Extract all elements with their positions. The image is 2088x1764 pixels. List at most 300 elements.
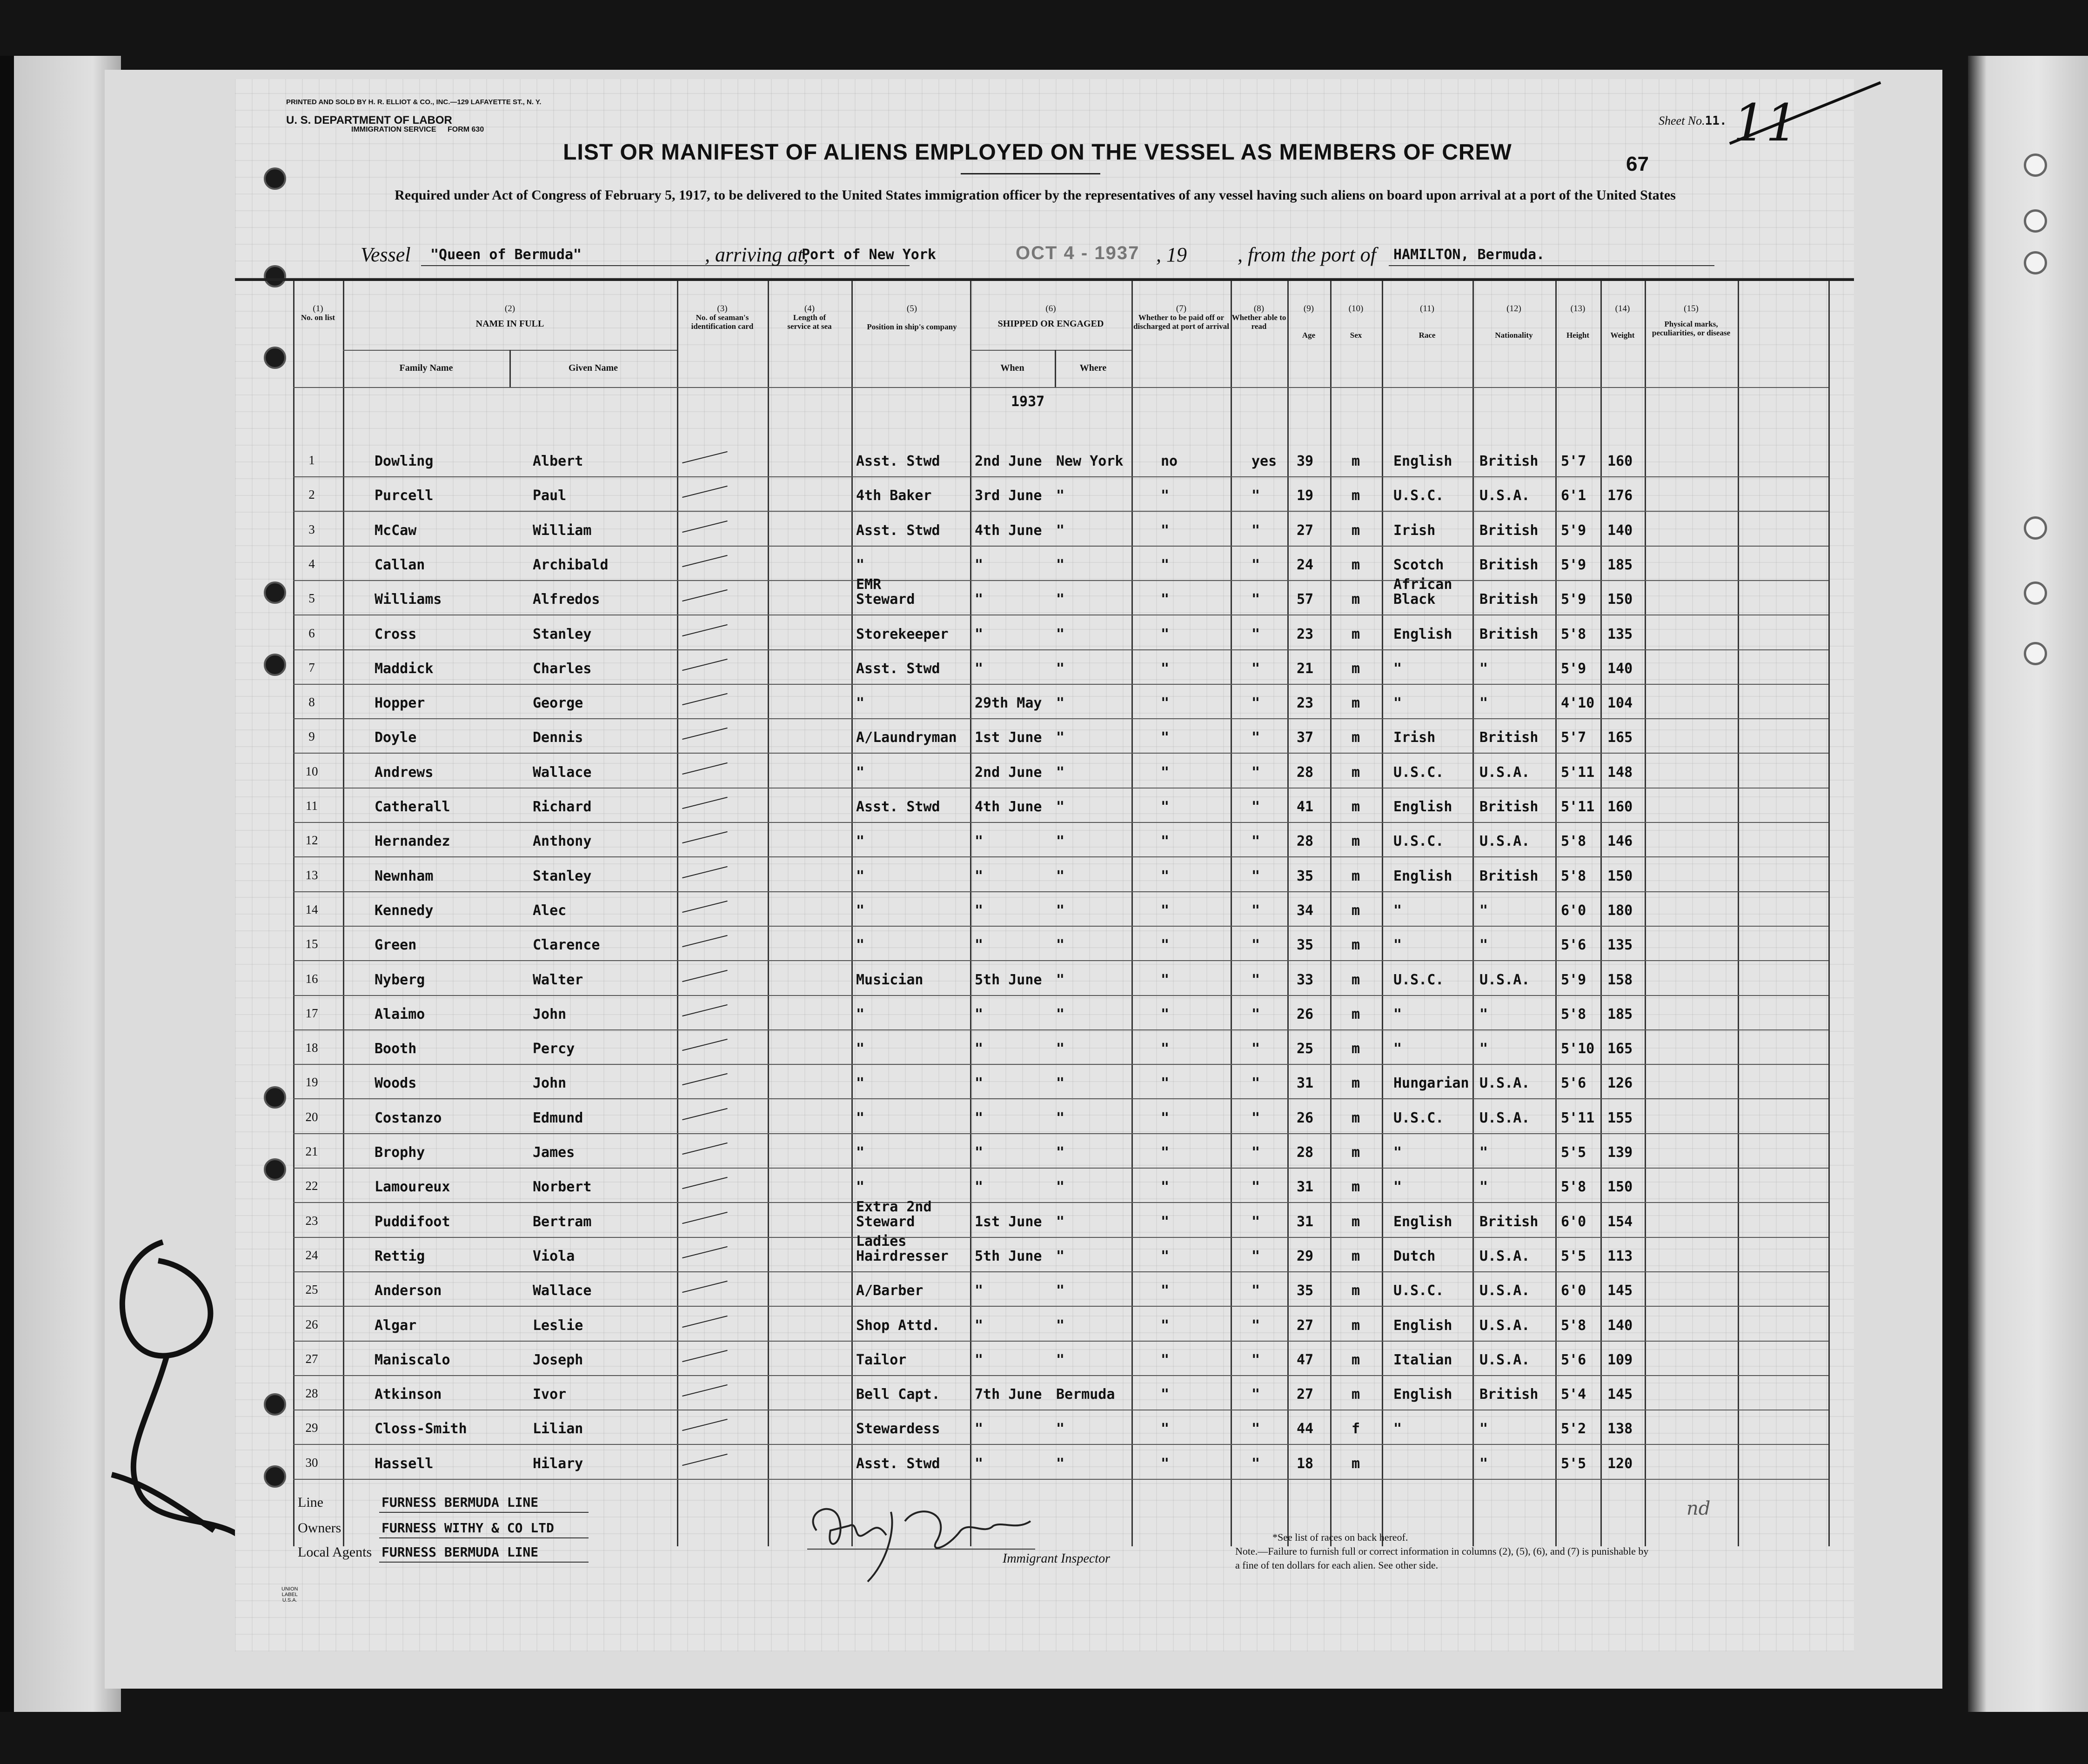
cell-read: " bbox=[1251, 556, 1260, 573]
cell-age: 23 bbox=[1297, 626, 1314, 642]
cell-read: " bbox=[1251, 764, 1260, 781]
year-entry: 1937 bbox=[1011, 394, 1045, 410]
cell-given: James bbox=[533, 1144, 575, 1161]
cell-no: 3 bbox=[308, 522, 315, 536]
cell-weight: 165 bbox=[1607, 1041, 1633, 1057]
cell-age: 18 bbox=[1297, 1455, 1314, 1472]
cell-when: 5th June bbox=[975, 1248, 1042, 1264]
cell-weight: 146 bbox=[1607, 833, 1633, 850]
cell-paid: " bbox=[1161, 1386, 1170, 1403]
cell-race: " bbox=[1393, 1421, 1402, 1437]
cell-when: " bbox=[975, 1455, 984, 1472]
cell-where: " bbox=[1056, 660, 1065, 677]
cell-given: Lilian bbox=[533, 1421, 583, 1437]
arriving-label: , arriving at, bbox=[705, 243, 809, 266]
table-row bbox=[235, 477, 1854, 512]
col-number: (6) bbox=[1045, 304, 1056, 314]
cell-nationality: " bbox=[1479, 1455, 1488, 1472]
cell-race: English bbox=[1393, 453, 1452, 469]
table-row bbox=[235, 788, 1854, 823]
cell-family: Andrews bbox=[375, 764, 434, 781]
table-row bbox=[235, 1030, 1854, 1065]
vessel-label: Vessel bbox=[361, 243, 411, 266]
cell-no: 27 bbox=[305, 1351, 318, 1366]
cell-read: " bbox=[1251, 1351, 1260, 1368]
col-label: Weight bbox=[1610, 331, 1635, 340]
table-row bbox=[235, 754, 1854, 788]
cell-age: 27 bbox=[1297, 1317, 1314, 1334]
cell-weight: 135 bbox=[1607, 937, 1633, 954]
cell-age: 27 bbox=[1297, 1386, 1314, 1403]
cell-age: 23 bbox=[1297, 695, 1314, 712]
cell-race: U.S.C. bbox=[1393, 833, 1444, 850]
cell-age: 35 bbox=[1297, 1283, 1314, 1299]
cell-read: " bbox=[1251, 626, 1260, 642]
cell-no: 21 bbox=[305, 1144, 318, 1158]
header-col2 bbox=[343, 304, 677, 328]
cell-position: " bbox=[856, 1006, 865, 1022]
card-mark bbox=[682, 1143, 728, 1155]
cell-paid: no bbox=[1161, 453, 1178, 469]
cell-nationality: " bbox=[1479, 1006, 1488, 1022]
cell-height: 5'5 bbox=[1561, 1248, 1586, 1264]
table-row bbox=[235, 892, 1854, 927]
binder-hole bbox=[2024, 516, 2047, 540]
cell-where: " bbox=[1056, 695, 1065, 712]
cell-given: Stanley bbox=[533, 626, 592, 642]
card-mark bbox=[682, 1073, 728, 1085]
cell-given: Walter bbox=[533, 971, 583, 988]
cell-nationality: U.S.A. bbox=[1479, 488, 1530, 504]
footer-note bbox=[1235, 1530, 1654, 1572]
title-rule bbox=[961, 173, 1100, 174]
header-when: When bbox=[1000, 363, 1024, 373]
vessel-rule bbox=[421, 265, 910, 266]
cell-nationality: " bbox=[1479, 937, 1488, 954]
cell-read: " bbox=[1251, 695, 1260, 712]
cell-given: Joseph bbox=[533, 1351, 583, 1368]
cell-given: Percy bbox=[533, 1041, 575, 1057]
col-number: (10) bbox=[1348, 304, 1364, 314]
cell-sex: m bbox=[1352, 1144, 1360, 1161]
cell-where: " bbox=[1056, 1213, 1065, 1230]
line-label: Line bbox=[298, 1495, 323, 1510]
card-mark bbox=[682, 555, 728, 567]
cell-given: Charles bbox=[533, 660, 592, 677]
table-row bbox=[235, 650, 1854, 685]
cell-age: 25 bbox=[1297, 1041, 1314, 1057]
cell-read: " bbox=[1251, 902, 1260, 919]
cell-position: " bbox=[856, 764, 865, 781]
line-rule bbox=[379, 1512, 589, 1513]
header-col10 bbox=[1330, 304, 1382, 340]
card-mark bbox=[682, 1454, 728, 1466]
cell-height: 5'6 bbox=[1561, 937, 1586, 954]
cell-sex: m bbox=[1352, 1006, 1360, 1022]
cell-weight: 140 bbox=[1607, 660, 1633, 677]
cell-paid: " bbox=[1161, 1248, 1170, 1264]
header-col14 bbox=[1600, 304, 1645, 340]
cell-no: 9 bbox=[308, 729, 315, 744]
col-label: SHIPPED OR ENGAGED bbox=[997, 319, 1104, 329]
cell-paid: " bbox=[1161, 695, 1170, 712]
cell-family: Costanzo bbox=[375, 1109, 442, 1126]
cell-age: 39 bbox=[1297, 453, 1314, 469]
cell-read: " bbox=[1251, 1455, 1260, 1472]
cell-given: William bbox=[533, 522, 592, 539]
cell-race: English bbox=[1393, 626, 1452, 642]
cell-no: 20 bbox=[305, 1109, 318, 1124]
cell-sex: m bbox=[1352, 1317, 1360, 1334]
cell-age: 28 bbox=[1297, 1144, 1314, 1161]
cell-race: " bbox=[1393, 902, 1402, 919]
header-rule bbox=[293, 387, 1828, 388]
cell-when: " bbox=[975, 902, 984, 919]
cell-no: 16 bbox=[305, 971, 318, 986]
cell-sex: m bbox=[1352, 833, 1360, 850]
cell-weight: 180 bbox=[1607, 902, 1633, 919]
cell-when: " bbox=[975, 868, 984, 884]
col-label: Whether to be paid off or discharged at port of arrival bbox=[1133, 313, 1229, 331]
cell-height: 5'8 bbox=[1561, 1006, 1586, 1022]
cell-when: 5th June bbox=[975, 971, 1042, 988]
header-col9 bbox=[1287, 304, 1330, 340]
sheet-value: 11. bbox=[1705, 114, 1727, 128]
cell-paid: " bbox=[1161, 833, 1170, 850]
cell-weight: 140 bbox=[1607, 1317, 1633, 1334]
cell-when: " bbox=[975, 1075, 984, 1092]
cell-no: 17 bbox=[305, 1006, 318, 1020]
cell-sex: m bbox=[1352, 1455, 1360, 1472]
cell-when: 4th June bbox=[975, 799, 1042, 815]
col-label: Whether able to read bbox=[1231, 313, 1286, 331]
cell-position: Musician bbox=[856, 971, 924, 988]
cell-position: Stewardess bbox=[856, 1421, 940, 1437]
table-row bbox=[235, 547, 1854, 581]
col-number: (12) bbox=[1506, 304, 1521, 314]
cell-weight: 155 bbox=[1607, 1109, 1633, 1126]
cell-sex: m bbox=[1352, 764, 1360, 781]
card-mark bbox=[682, 1177, 728, 1189]
binder-hole bbox=[2024, 209, 2047, 233]
card-mark bbox=[682, 1004, 728, 1016]
cell-family: Purcell bbox=[375, 488, 434, 504]
cell-weight: 145 bbox=[1607, 1283, 1633, 1299]
card-mark bbox=[682, 1281, 728, 1293]
cell-where: " bbox=[1056, 1248, 1065, 1264]
cell-age: 26 bbox=[1297, 1109, 1314, 1126]
table-row bbox=[235, 576, 1854, 615]
form-number: FORM 630 bbox=[447, 126, 484, 134]
cell-read: " bbox=[1251, 1006, 1260, 1022]
cell-when: " bbox=[975, 937, 984, 954]
cell-height: 5'7 bbox=[1561, 729, 1586, 746]
cell-sex: m bbox=[1352, 556, 1360, 573]
col-number: (4) bbox=[804, 304, 815, 314]
cell-weight: 176 bbox=[1607, 488, 1633, 504]
cell-paid: " bbox=[1161, 1144, 1170, 1161]
cell-sex: m bbox=[1352, 729, 1360, 746]
cell-position: " bbox=[856, 868, 865, 884]
cell-weight: 135 bbox=[1607, 626, 1633, 642]
cell-position: Asst. Stwd bbox=[856, 1455, 940, 1472]
cell-sex: m bbox=[1352, 1075, 1360, 1092]
cell-sex: f bbox=[1352, 1421, 1360, 1437]
owners-rule bbox=[379, 1537, 589, 1538]
cell-age: 57 bbox=[1297, 591, 1314, 608]
col-label: Physical marks, peculiarities, or disease bbox=[1652, 320, 1731, 337]
col-label: Age bbox=[1302, 331, 1316, 340]
vessel-name: "Queen of Bermuda" bbox=[430, 247, 582, 263]
cell-sex: m bbox=[1352, 937, 1360, 954]
cell-given: Edmund bbox=[533, 1109, 583, 1126]
cell-weight: 185 bbox=[1607, 556, 1633, 573]
cell-nationality: British bbox=[1479, 868, 1539, 884]
cell-no: 24 bbox=[305, 1248, 318, 1262]
cell-age: 31 bbox=[1297, 1179, 1314, 1196]
cell-race: " bbox=[1393, 937, 1402, 954]
line-value: FURNESS BERMUDA LINE bbox=[381, 1495, 539, 1510]
col-number: (9) bbox=[1303, 304, 1314, 314]
cell-where: " bbox=[1056, 1041, 1065, 1057]
cell-height: 5'9 bbox=[1561, 591, 1586, 608]
cell-height: 5'6 bbox=[1561, 1075, 1586, 1092]
cell-height: 5'8 bbox=[1561, 1317, 1586, 1334]
col-number: (7) bbox=[1176, 304, 1187, 314]
cell-no: 10 bbox=[305, 764, 318, 778]
agents-label: Local Agents bbox=[298, 1544, 372, 1560]
table-row bbox=[235, 512, 1854, 547]
cell-when: " bbox=[975, 1317, 984, 1334]
date-stamp: OCT 4 - 1937 bbox=[1016, 243, 1140, 263]
cell-sex: m bbox=[1352, 591, 1360, 608]
cell-height: 6'0 bbox=[1561, 1213, 1586, 1230]
cell-paid: " bbox=[1161, 1317, 1170, 1334]
cell-paid: " bbox=[1161, 522, 1170, 539]
cell-height: 5'6 bbox=[1561, 1351, 1586, 1368]
header-col4 bbox=[786, 304, 833, 331]
cell-when: " bbox=[975, 833, 984, 850]
cell-race: " bbox=[1393, 1144, 1402, 1161]
cell-where: " bbox=[1056, 729, 1065, 746]
cell-position: Bell Capt. bbox=[856, 1386, 940, 1403]
cell-paid: " bbox=[1161, 764, 1170, 781]
table-row bbox=[235, 1272, 1854, 1307]
cell-race: " bbox=[1393, 695, 1402, 712]
cell-read: " bbox=[1251, 1283, 1260, 1299]
cell-no: 7 bbox=[308, 660, 315, 675]
cell-where: " bbox=[1056, 833, 1065, 850]
cell-family: Williams bbox=[375, 591, 442, 608]
cell-when: " bbox=[975, 1421, 984, 1437]
card-mark bbox=[682, 969, 728, 982]
cell-nationality: " bbox=[1479, 902, 1488, 919]
cell-race: U.S.C. bbox=[1393, 1283, 1444, 1299]
table-row bbox=[235, 1342, 1854, 1376]
card-mark bbox=[682, 1212, 728, 1224]
cell-position: A/Laundryman bbox=[856, 729, 957, 746]
cell-nationality: U.S.A. bbox=[1479, 1109, 1530, 1126]
cell-race: Hungarian bbox=[1393, 1075, 1469, 1092]
cell-read: " bbox=[1251, 1386, 1260, 1403]
cell-position: " bbox=[856, 902, 865, 919]
cell-position: A/Barber bbox=[856, 1283, 924, 1299]
binder-hole bbox=[2024, 642, 2047, 665]
cell-age: 28 bbox=[1297, 764, 1314, 781]
pencil-mark: nd bbox=[1686, 1498, 1711, 1519]
card-mark bbox=[682, 762, 728, 775]
cell-read: " bbox=[1251, 1213, 1260, 1230]
col-label: Race bbox=[1419, 331, 1436, 340]
table-row bbox=[235, 996, 1854, 1030]
cell-nationality: British bbox=[1479, 799, 1539, 815]
cell-read: " bbox=[1251, 1041, 1260, 1057]
cell-age: 47 bbox=[1297, 1351, 1314, 1368]
cell-paid: " bbox=[1161, 868, 1170, 884]
cell-family: Callan bbox=[375, 556, 425, 573]
cell-sex: m bbox=[1352, 1283, 1360, 1299]
cell-sex: m bbox=[1352, 799, 1360, 815]
cell-read: " bbox=[1251, 1179, 1260, 1196]
header-col5 bbox=[854, 304, 970, 331]
cell-paid: " bbox=[1161, 1455, 1170, 1472]
cell-family: Catherall bbox=[375, 799, 450, 815]
table-row bbox=[235, 1307, 1854, 1342]
cell-sex: m bbox=[1352, 695, 1360, 712]
cell-nationality: " bbox=[1479, 660, 1488, 677]
cell-family: Hopper bbox=[375, 695, 425, 712]
cell-sex: m bbox=[1352, 971, 1360, 988]
cell-family: Atkinson bbox=[375, 1386, 442, 1403]
cell-height: 5'11 bbox=[1561, 799, 1595, 815]
cell-sex: m bbox=[1352, 660, 1360, 677]
header-col8 bbox=[1231, 304, 1286, 331]
cell-when: 7th June bbox=[975, 1386, 1042, 1403]
header-col7 bbox=[1133, 304, 1230, 331]
cell-position: Tailor bbox=[856, 1351, 907, 1368]
cell-age: 33 bbox=[1297, 971, 1314, 988]
cell-sex: m bbox=[1352, 626, 1360, 642]
table-row bbox=[235, 1376, 1854, 1410]
binder-hole bbox=[2024, 581, 2047, 605]
col-number: (5) bbox=[906, 304, 917, 314]
cell-given: Anthony bbox=[533, 833, 592, 850]
cell-when: 3rd June bbox=[975, 488, 1042, 504]
cell-given: Norbert bbox=[533, 1179, 592, 1196]
cell-family: Green bbox=[375, 937, 417, 954]
cell-weight: 160 bbox=[1607, 799, 1633, 815]
cell-nationality: U.S.A. bbox=[1479, 1351, 1530, 1368]
table-row bbox=[235, 858, 1854, 892]
cell-where: " bbox=[1056, 799, 1065, 815]
cell-weight: 145 bbox=[1607, 1386, 1633, 1403]
cell-nationality: U.S.A. bbox=[1479, 1283, 1530, 1299]
cell-sex: m bbox=[1352, 1109, 1360, 1126]
cell-given: Wallace bbox=[533, 1283, 592, 1299]
card-mark bbox=[682, 693, 728, 705]
cell-height: 5'9 bbox=[1561, 522, 1586, 539]
card-mark bbox=[682, 521, 728, 533]
cell-sex: m bbox=[1352, 1248, 1360, 1264]
owners-value: FURNESS WITHY & CO LTD bbox=[381, 1520, 554, 1536]
cell-sex: m bbox=[1352, 1041, 1360, 1057]
cell-family: Hernandez bbox=[375, 833, 450, 850]
table-row bbox=[235, 927, 1854, 961]
cell-race: English bbox=[1393, 1317, 1452, 1334]
cell-where: " bbox=[1056, 764, 1065, 781]
cell-read: " bbox=[1251, 1075, 1260, 1092]
card-mark bbox=[682, 1039, 728, 1051]
cell-family: Maddick bbox=[375, 660, 434, 677]
cell-family: McCaw bbox=[375, 522, 417, 539]
cell-when: 1st June bbox=[975, 1213, 1042, 1230]
cell-no: 19 bbox=[305, 1075, 318, 1089]
cell-given: Viola bbox=[533, 1248, 575, 1264]
cell-given: Richard bbox=[533, 799, 592, 815]
cell-where: " bbox=[1056, 1144, 1065, 1161]
table-row bbox=[235, 1134, 1854, 1169]
cell-given: Ivor bbox=[533, 1386, 567, 1403]
cell-position: Ladies Hairdresser bbox=[856, 1233, 949, 1264]
cell-nationality: British bbox=[1479, 556, 1539, 573]
row-rule bbox=[293, 1479, 1828, 1480]
cell-nationality: U.S.A. bbox=[1479, 764, 1530, 781]
cell-race: " bbox=[1393, 1179, 1402, 1196]
cell-where: " bbox=[1056, 902, 1065, 919]
cell-age: 31 bbox=[1297, 1075, 1314, 1092]
cell-no: 11 bbox=[306, 799, 318, 813]
table-row bbox=[235, 1198, 1854, 1238]
col-number: (15) bbox=[1684, 304, 1699, 314]
header-family-name: Family Name bbox=[399, 363, 453, 373]
cell-nationality: British bbox=[1479, 591, 1539, 608]
cell-where: " bbox=[1056, 1455, 1065, 1472]
cell-height: 5'9 bbox=[1561, 556, 1586, 573]
cell-race: U.S.C. bbox=[1393, 488, 1444, 504]
cell-height: 5'9 bbox=[1561, 660, 1586, 677]
cell-where: " bbox=[1056, 1421, 1065, 1437]
cell-paid: " bbox=[1161, 937, 1170, 954]
cell-given: John bbox=[533, 1006, 567, 1022]
card-mark bbox=[682, 1419, 728, 1431]
card-mark bbox=[682, 1108, 728, 1120]
cell-nationality: " bbox=[1479, 695, 1488, 712]
cell-age: 31 bbox=[1297, 1213, 1314, 1230]
cell-height: 5'5 bbox=[1561, 1144, 1586, 1161]
cell-paid: " bbox=[1161, 1283, 1170, 1299]
cell-no: 12 bbox=[305, 833, 318, 848]
header-where: Where bbox=[1079, 363, 1107, 373]
cell-when: " bbox=[975, 660, 984, 677]
cell-where: " bbox=[1056, 971, 1065, 988]
cell-paid: " bbox=[1161, 902, 1170, 919]
cell-paid: " bbox=[1161, 729, 1170, 746]
from-port-label: , from the port of bbox=[1238, 243, 1376, 266]
card-mark bbox=[682, 1350, 728, 1362]
cell-no: 30 bbox=[305, 1455, 318, 1470]
cell-height: 5'4 bbox=[1561, 1386, 1586, 1403]
cell-where: " bbox=[1056, 1075, 1065, 1092]
cell-paid: " bbox=[1161, 660, 1170, 677]
cell-given: Dennis bbox=[533, 729, 583, 746]
cell-sex: m bbox=[1352, 1213, 1360, 1230]
cell-height: 5'8 bbox=[1561, 868, 1586, 884]
card-mark bbox=[682, 831, 728, 843]
printer-text: PRINTED AND SOLD BY H. R. ELLIOT & CO., INC.—129 LAFAYETTE ST., N. Y. bbox=[286, 98, 542, 106]
cell-read: " bbox=[1251, 971, 1260, 988]
cell-race: Irish bbox=[1393, 729, 1436, 746]
page-title: LIST OR MANIFEST OF ALIENS EMPLOYED ON THE VESSEL AS MEMBERS OF CREW bbox=[563, 140, 1512, 165]
